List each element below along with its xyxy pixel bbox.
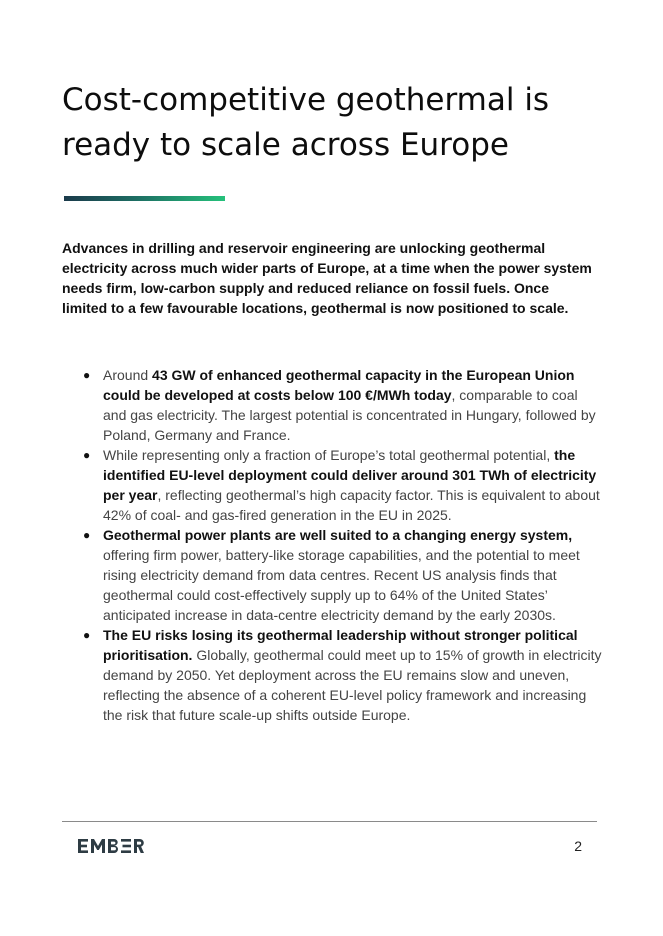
- finding-item-energy-system: [62, 525, 602, 625]
- finding-item-capacity: [62, 365, 602, 445]
- finding-text: The EU risks losing its geothermal leadership without stronger political prioritisation. Globally, geothermal could meet up to 15% of growth in electricity demand by 2050. Yet deployment across the EU remains slow and uneven, reflecting the absence of a coherent EU-level policy framework and increasing the risk that future scale-up shifts outside Europe.: [103, 627, 602, 723]
- finding-text: While representing only a fraction of Europe’s total geothermal potential, the identified EU-level deployment could deliver around 301 TWh of electricity per year, reflecting geothermal’s high capacity factor. This is equivalent to about 42% of coal- and gas-fired generation in the EU in 2025.: [103, 447, 600, 523]
- footer-divider: [62, 821, 597, 822]
- page-title: Cost-competitive geothermal is ready to scale across Europe: [62, 82, 550, 163]
- finding-item-leadership: [62, 625, 602, 725]
- ember-logo: [78, 836, 144, 856]
- ember-logo-mark: [78, 838, 144, 854]
- bullet-icon: ●: [83, 628, 91, 642]
- bullet-icon: ●: [83, 368, 91, 382]
- page-number: 2: [574, 838, 582, 854]
- key-findings-list: [62, 365, 602, 725]
- bullet-icon: ●: [83, 448, 91, 462]
- finding-text: Geothermal power plants are well suited to a changing energy system, offering firm power, battery-like storage capabilities, and the potential to meet rising electricity demand from data centres. Recent US analysis finds that geothermal could cost-effectively supply up to 64% of the United States’ anticipated increase in data-centre electricity demand by the early 2030s.: [103, 527, 580, 623]
- finding-text: Around 43 GW of enhanced geothermal capacity in the European Union could be developed at costs below 100 €/MWh today, comparable to coal and gas electricity. The largest potential is concentrated in Hungary, followed by Poland, Germany and France.: [103, 367, 596, 443]
- bullet-icon: ●: [83, 528, 91, 542]
- title-accent-rule: [64, 196, 225, 201]
- intro-paragraph: Advances in drilling and reservoir engineering are unlocking geothermal electricity across much wider parts of Europe, at a time when the power system needs firm, low-carbon supply and reduced reliance on fossil fuels. Once limited to a few favourable locations, geothermal is now positioned to scale.: [62, 240, 592, 316]
- finding-item-generation: [62, 445, 602, 525]
